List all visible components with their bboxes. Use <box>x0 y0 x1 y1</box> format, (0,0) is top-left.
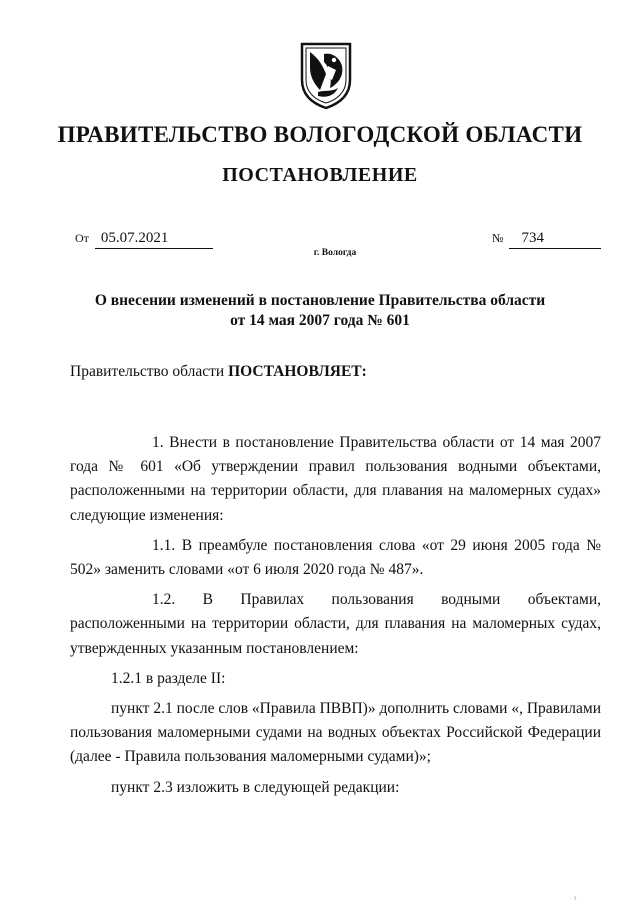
paragraph-number: 1.2. <box>152 591 176 609</box>
paragraph-1-2-1: 1.2.1 в разделе II: <box>111 669 226 687</box>
paragraph-point-2-3: пункт 2.3 изложить в следующей редакции: <box>111 778 400 796</box>
date-value: 05.07.2021 <box>95 230 213 249</box>
date-label: От <box>75 231 89 245</box>
paragraph-number: 1. <box>152 434 164 451</box>
paragraph-1-2 <box>70 588 601 661</box>
paragraph-1-1 <box>70 534 601 582</box>
date-field <box>75 230 213 249</box>
preamble-prefix: Правительство области <box>70 363 229 380</box>
document-type: ПОСТАНОВЛЕНИЕ <box>222 164 418 186</box>
subject-line-2: от 14 мая 2007 года № 601 <box>230 312 410 329</box>
paragraph-text: Внести в постановление Правительства области от 14 мая 2007 года № 601 «Об утверждении правил пользования водными объектами, расположенными на территории области, для плавания на маломерных судах» следующие изменения: <box>70 434 601 524</box>
preamble-keyword: ПОСТАНОВЛЯЕТ: <box>228 363 367 380</box>
paragraph-text: В преамбуле постановления слова «от 29 июня 2005 года № 502» заменить словами «от 6 июля 2020 года № 487». <box>70 536 602 579</box>
subject-line-1: О внесении изменений в постановление Правительства области <box>94 292 546 309</box>
document-body <box>70 431 601 806</box>
paragraph-point-2-1: пункт 2.1 после слов «Правила ПВВП)» дополнить словами «, Правилами пользования маломерными судами на водных объектах Российской Федерации (далее - Правила пользования маломерными судами)»; <box>70 700 601 766</box>
number-field <box>492 230 601 249</box>
city: г. Вологда <box>313 248 357 258</box>
paragraph-1 <box>70 431 601 528</box>
number-value: 734 <box>509 230 601 249</box>
preamble <box>70 363 367 381</box>
paragraph-text: В Правилах пользования водными объектами, расположенными на территории области, для плавания на маломерных судах, утвержденных указанным постановлением: <box>70 591 601 657</box>
vologda-coat-of-arms-icon <box>296 40 356 110</box>
government-title: ПРАВИТЕЛЬСТВО ВОЛОГОДСКОЙ ОБЛАСТИ <box>57 122 583 147</box>
number-label: № <box>492 231 504 245</box>
document-subject <box>70 291 570 331</box>
page-mark: · 1 · <box>570 896 580 902</box>
paragraph-number: 1.1. <box>152 536 176 554</box>
